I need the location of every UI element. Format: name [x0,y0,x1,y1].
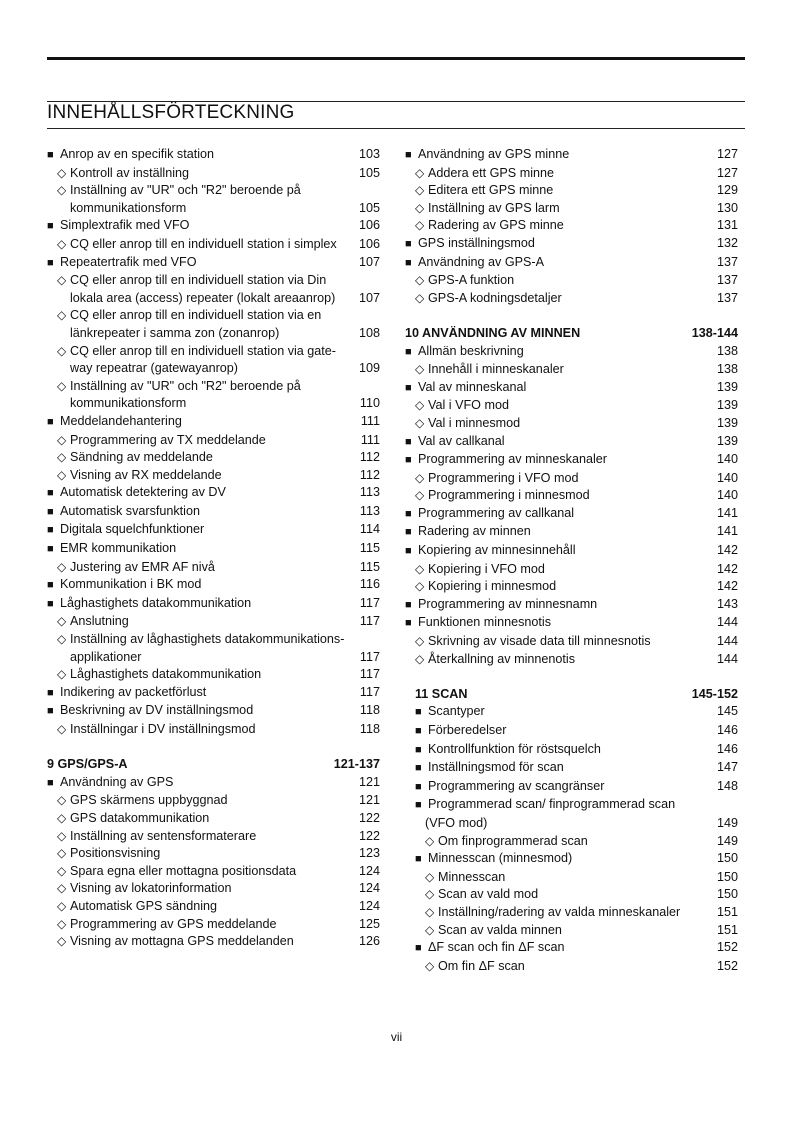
toc-subsection [47,467,380,485]
toc-chapter-heading [405,325,738,343]
toc-entry-text: ◇ GPS datakommunikation [47,810,380,828]
toc-entry-text: ◇ CQ eller anrop till en individuell station i simplex [47,236,380,254]
toc-section [47,254,380,273]
toc-entry-text: ◇ Inställning av låghastighets datakommunikations- [47,631,380,649]
toc-entry-text: ■ Funktionen minnesnotis [405,614,738,633]
toc-page-number: 144 [716,651,738,666]
top-rule [47,57,745,60]
toc-section [47,521,380,540]
toc-entry-text: ◇ Visning av lokatorinformation [47,880,380,898]
toc-page-number: 137 [716,254,738,269]
toc-entry-text: ■ Digitala squelchfunktioner [47,521,380,540]
toc-entry-text: way repeatrar (gatewayanrop) [70,361,238,376]
toc-entry-text: ■ Scantyper [405,703,738,722]
toc-page-number: 150 [716,851,738,866]
toc-section [47,774,380,793]
toc-page-number: 107 [358,290,380,305]
toc-section [405,254,738,273]
toc-entry-text: ■ EMR kommunikation [47,540,380,559]
toc-page-number: 141 [716,524,738,539]
toc-entry-text: ◇ Visning av mottagna GPS meddelanden [47,933,380,951]
toc-entry-text: ■ Kopiering av minnesinnehåll [405,542,738,561]
toc-entry-text: ◇ Om fin ΔF scan [405,958,738,976]
toc-subsection [405,487,738,505]
toc-subsection [47,378,380,396]
spacer [405,668,738,686]
toc-subsection [47,666,380,684]
toc-entry-text: ◇ Addera ett GPS minne [405,165,738,183]
toc-entry-text: ■ GPS inställningsmod [405,235,738,254]
toc-page-number: 117 [359,614,380,629]
toc-section [405,596,738,615]
toc-subsection [405,397,738,415]
toc-entry-text: ◇ Programmering av GPS meddelande [47,916,380,934]
toc-entry-text: ■ Programmerad scan/ finprogrammerad scan [405,796,738,815]
toc-entry-text: ◇ GPS-A kodningsdetaljer [405,290,738,308]
toc-subsection [405,415,738,433]
toc-subsection [47,613,380,631]
toc-subsection [47,916,380,934]
toc-page-number: 140 [716,452,738,467]
toc-section [47,576,380,595]
toc-subsection [405,886,738,904]
toc-page-number: 142 [716,579,738,594]
toc-continuation [47,360,380,378]
toc-subsection [47,898,380,916]
toc-entry-text: ■ Radering av minnen [405,523,738,542]
toc-entry-text: ◇ Anslutning [47,613,380,631]
page-number: vii [390,1030,403,1044]
toc-entry-text: ◇ Minnesscan [405,869,738,887]
toc-page-number: 142 [716,543,738,558]
toc-entry-text: ■ Repeatertrafik med VFO [47,254,380,273]
toc-entry-text: ◇ Visning av RX meddelande [47,467,380,485]
toc-entry-text: ◇ Automatisk GPS sändning [47,898,380,916]
toc-page-number: 127 [716,147,738,161]
toc-page-number: 116 [359,577,380,592]
toc-entry-text: ■ ΔF scan och fin ΔF scan [405,939,738,958]
toc-entry-text: ◇ Val i VFO mod [405,397,738,415]
toc-subsection [47,449,380,467]
toc-entry-text: ◇ Om finprogrammerad scan [405,833,738,851]
toc-page-number: 105 [358,165,380,180]
toc-entry-text: ◇ GPS skärmens uppbyggnad [47,792,380,810]
toc-page-number: 109 [358,361,380,376]
toc-section [405,778,738,797]
toc-page-number: 117 [359,684,380,699]
toc-subsection [405,958,738,976]
toc-subsection [405,633,738,651]
toc-subsection [47,559,380,577]
toc-page-number: 146 [716,741,738,756]
toc-page-number: 126 [358,934,380,949]
toc-page-number: 108 [358,325,380,340]
toc-section [405,722,738,741]
toc-page-number: 151 [716,904,738,919]
toc-page-number: 131 [716,218,738,233]
toc-page-number: 132 [716,235,738,250]
toc-page-number: 113 [359,503,380,518]
toc-continuation [47,395,380,413]
toc-chapter-heading [405,686,738,704]
toc-entry-text: ■ Indikering av packetförlust [47,684,380,703]
toc-section [405,796,738,815]
toc-page-number: 114 [359,522,380,537]
toc-entry-text: 9 GPS/GPS-A [47,757,128,772]
toc-subsection [405,578,738,596]
toc-entry-text: ■ Användning av GPS minne [405,146,738,165]
page-title: INNEHÅLLSFÖRTECKNING [47,102,295,123]
toc-page-number: 121 [358,793,380,808]
toc-entry-text: ◇ Editera ett GPS minne [405,182,738,200]
toc-section [47,146,380,165]
toc-entry-text: kommunikationsform [70,396,187,411]
toc-page-number: 138-144 [691,325,738,340]
toc-entry-text: kommunikationsform [70,200,187,215]
toc-subsection [405,272,738,290]
toc-entry-text: ◇ Scan av valda minnen [405,922,738,940]
toc-subsection [47,272,380,290]
toc-section [405,523,738,542]
toc-subsection [47,236,380,254]
toc-left-column [47,146,380,951]
toc-subsection [405,182,738,200]
toc-entry-text: ◇ Inställning av "UR" och "R2" beroende på [47,378,380,396]
toc-page-number: 121-137 [333,757,380,772]
toc-entry-text: länkrepeater i samma zon (zonanrop) [70,325,280,340]
toc-subsection [405,470,738,488]
toc-subsection [47,933,380,951]
toc-page-number: 143 [716,596,738,611]
toc-section [47,540,380,559]
toc-entry-text: ■ Förberedelser [405,722,738,741]
toc-entry-text: ■ Kommunikation i BK mod [47,576,380,595]
toc-page-number: 112 [359,467,380,482]
toc-section [47,702,380,721]
toc-subsection [47,828,380,846]
toc-subsection [47,182,380,200]
toc-page-number: 140 [716,488,738,503]
toc-page-number: 118 [359,722,380,736]
toc-page-number: 111 [360,432,380,447]
toc-entry-text: (VFO mod) [425,815,488,830]
toc-subsection [405,904,738,922]
toc-subsection [405,833,738,851]
toc-section [405,451,738,470]
toc-continuation [47,649,380,667]
toc-page-number: 105 [358,200,380,215]
toc-entry-text: ◇ Innehåll i minneskanaler [405,361,738,379]
toc-page-number: 121 [358,774,380,789]
toc-page-number: 124 [358,881,380,896]
toc-page-number: 129 [716,183,738,198]
toc-page-number: 106 [358,236,380,251]
toc-page-number: 139 [716,415,738,430]
toc-entry-text: ■ Simplextrafik med VFO [47,217,380,236]
toc-section [405,741,738,760]
title-bottom-rule [47,128,745,129]
toc-entry-text: ■ Val av callkanal [405,433,738,452]
toc-entry-text: ■ Användning av GPS-A [405,254,738,273]
toc-section [405,235,738,254]
toc-section [405,850,738,869]
toc-entry-text: ■ Kontrollfunktion för röstsquelch [405,741,738,760]
toc-entry-text: 10 ANVÄNDNING AV MINNEN [405,325,581,340]
toc-entry-text: ◇ Inställningar i DV inställningsmod [47,721,380,739]
toc-page-number: 115 [359,541,380,556]
toc-subsection [47,343,380,361]
toc-page-number: 147 [716,760,738,775]
toc-section [47,503,380,522]
toc-section [405,379,738,398]
toc-page-number: 139 [716,379,738,394]
toc-page-number: 123 [358,846,380,861]
toc-entry-text: ■ Minnesscan (minnesmod) [405,850,738,869]
toc-subsection [405,290,738,308]
toc-page-number: 141 [716,505,738,520]
toc-page-number: 112 [359,450,380,465]
toc-page-number: 149 [716,833,738,848]
toc-subsection [405,561,738,579]
toc-section [47,217,380,236]
toc-section [405,505,738,524]
toc-entry-text: ■ Val av minneskanal [405,379,738,398]
toc-entry-text: ◇ Radering av GPS minne [405,217,738,235]
toc-subsection [47,810,380,828]
toc-subsection [405,361,738,379]
toc-section [405,343,738,362]
toc-entry-text: ◇ Justering av EMR AF nivå [47,559,380,577]
toc-entry-text: ■ Användning av GPS [47,774,380,793]
toc-subsection [405,200,738,218]
toc-page-number: 148 [716,778,738,793]
toc-subsection [405,217,738,235]
toc-entry-text: ■ Programmering av minnesnamn [405,596,738,615]
toc-section [405,939,738,958]
toc-section [47,484,380,503]
toc-entry-text: ■ Inställningsmod för scan [405,759,738,778]
toc-page-number: 144 [716,634,738,649]
toc-entry-text: ◇ Programmering i minnesmod [405,487,738,505]
toc-subsection [405,165,738,183]
toc-entry-text: ◇ Låghastighets datakommunikation [47,666,380,684]
toc-entry-text: ■ Meddelandehantering [47,413,380,432]
toc-continuation [405,815,738,833]
toc-subsection [47,845,380,863]
toc-continuation [47,200,380,218]
toc-entry-text: ◇ Inställning av "UR" och "R2" beroende på [47,182,380,200]
toc-page-number: 110 [359,396,380,411]
toc-subsection [47,880,380,898]
toc-page-number: 137 [716,290,738,305]
toc-page-number: 122 [358,810,380,825]
toc-page-number: 111 [360,413,380,428]
toc-section [405,614,738,633]
toc-entry-text: ◇ Skrivning av visade data till minnesnotis [405,633,738,651]
toc-section [405,433,738,452]
toc-entry-text: ◇ Inställning/radering av valda minneskanaler [405,904,738,922]
toc-page-number: 125 [358,916,380,931]
toc-page-number: 139 [716,398,738,413]
toc-page-number: 130 [716,200,738,215]
toc-page-number: 145 [716,704,738,719]
toc-section [47,413,380,432]
toc-page-number: 150 [716,887,738,902]
toc-page-number: 138 [716,362,738,377]
toc-section [47,595,380,614]
toc-subsection [405,869,738,887]
toc-entry-text: ◇ Spara egna eller mottagna positionsdata [47,863,380,881]
toc-page-number: 117 [359,595,380,610]
toc-entry-text: ◇ Sändning av meddelande [47,449,380,467]
toc-entry-text: ◇ Inställning av GPS larm [405,200,738,218]
toc-page-number: 151 [716,922,738,937]
toc-page-number: 113 [359,485,380,500]
toc-entry-text: ◇ Programmering av TX meddelande [47,432,380,450]
toc-entry-text: applikationer [70,649,142,664]
toc-page-number: 152 [716,940,738,955]
toc-section [405,542,738,561]
toc-page-number: 103 [358,147,380,161]
toc-page-number: 106 [358,218,380,233]
toc-entry-text: ◇ Programmering i VFO mod [405,470,738,488]
toc-page-number: 124 [358,863,380,878]
toc-page-number: 124 [358,898,380,913]
toc-subsection [47,792,380,810]
toc-page-number: 127 [716,165,738,180]
toc-page-number: 115 [359,559,380,574]
toc-entry-text: ■ Automatisk svarsfunktion [47,503,380,522]
toc-subsection [405,651,738,669]
toc-entry-text: ◇ Kopiering i minnesmod [405,578,738,596]
toc-entry-text: ◇ Positionsvisning [47,845,380,863]
toc-page-number: 142 [716,561,738,576]
toc-section [405,146,738,165]
toc-entry-text: ◇ Scan av vald mod [405,886,738,904]
toc-page-number: 117 [359,667,380,682]
toc-entry-text: ◇ Kontroll av inställning [47,165,380,183]
toc-entry-text: ◇ GPS-A funktion [405,272,738,290]
toc-continuation [47,325,380,343]
toc-page-number: 117 [359,649,380,664]
toc-entry-text: ◇ CQ eller anrop till en individuell station via en [47,307,380,325]
toc-subsection [47,432,380,450]
toc-page-number: 138 [716,343,738,358]
toc-section [47,684,380,703]
spacer [47,739,380,757]
toc-page-number: 144 [716,615,738,630]
toc-entry-text: ◇ Återkallning av minnenotis [405,651,738,669]
toc-chapter-heading [47,756,380,774]
toc-subsection [47,165,380,183]
toc-entry-text: ■ Allmän beskrivning [405,343,738,362]
toc-subsection [47,307,380,325]
toc-entry-text: ■ Programmering av minneskanaler [405,451,738,470]
toc-entry-text: 11 SCAN [415,686,468,701]
toc-page-number: 139 [716,433,738,448]
toc-entry-text: ■ Beskrivning av DV inställningsmod [47,702,380,721]
toc-entry-text: ◇ Inställning av sentensformaterare [47,828,380,846]
toc-subsection [47,863,380,881]
toc-continuation [47,290,380,308]
toc-page-number: 140 [716,470,738,485]
toc-entry-text: ■ Programmering av scangränser [405,778,738,797]
toc-entry-text: ■ Låghastighets datakommunikation [47,595,380,614]
toc-entry-text: ■ Programmering av callkanal [405,505,738,524]
toc-subsection [405,922,738,940]
toc-page-number: 150 [716,869,738,884]
toc-page-number: 152 [716,958,738,973]
toc-page-number: 118 [359,703,380,718]
toc-entry-text: ◇ Val i minnesmod [405,415,738,433]
toc-entry-text: ■ Anrop av en specifik station [47,146,380,165]
toc-page-number: 149 [716,815,738,830]
toc-page-number: 145-152 [691,686,738,701]
toc-right-column [405,146,738,975]
toc-entry-text: ◇ CQ eller anrop till en individuell station via Din [47,272,380,290]
toc-subsection [47,721,380,739]
toc-entry-text: ◇ Kopiering i VFO mod [405,561,738,579]
toc-page-number: 122 [358,828,380,843]
spacer [405,307,738,325]
toc-page-number: 146 [716,723,738,737]
toc-entry-text: ■ Automatisk detektering av DV [47,484,380,503]
toc-section [405,759,738,778]
toc-page-number: 107 [358,254,380,269]
toc-entry-text: ◇ CQ eller anrop till en individuell station via gate- [47,343,380,361]
toc-entry-text: lokala area (access) repeater (lokalt areaanrop) [70,290,336,305]
toc-section [405,703,738,722]
toc-page-number: 137 [716,273,738,288]
toc-subsection [47,631,380,649]
